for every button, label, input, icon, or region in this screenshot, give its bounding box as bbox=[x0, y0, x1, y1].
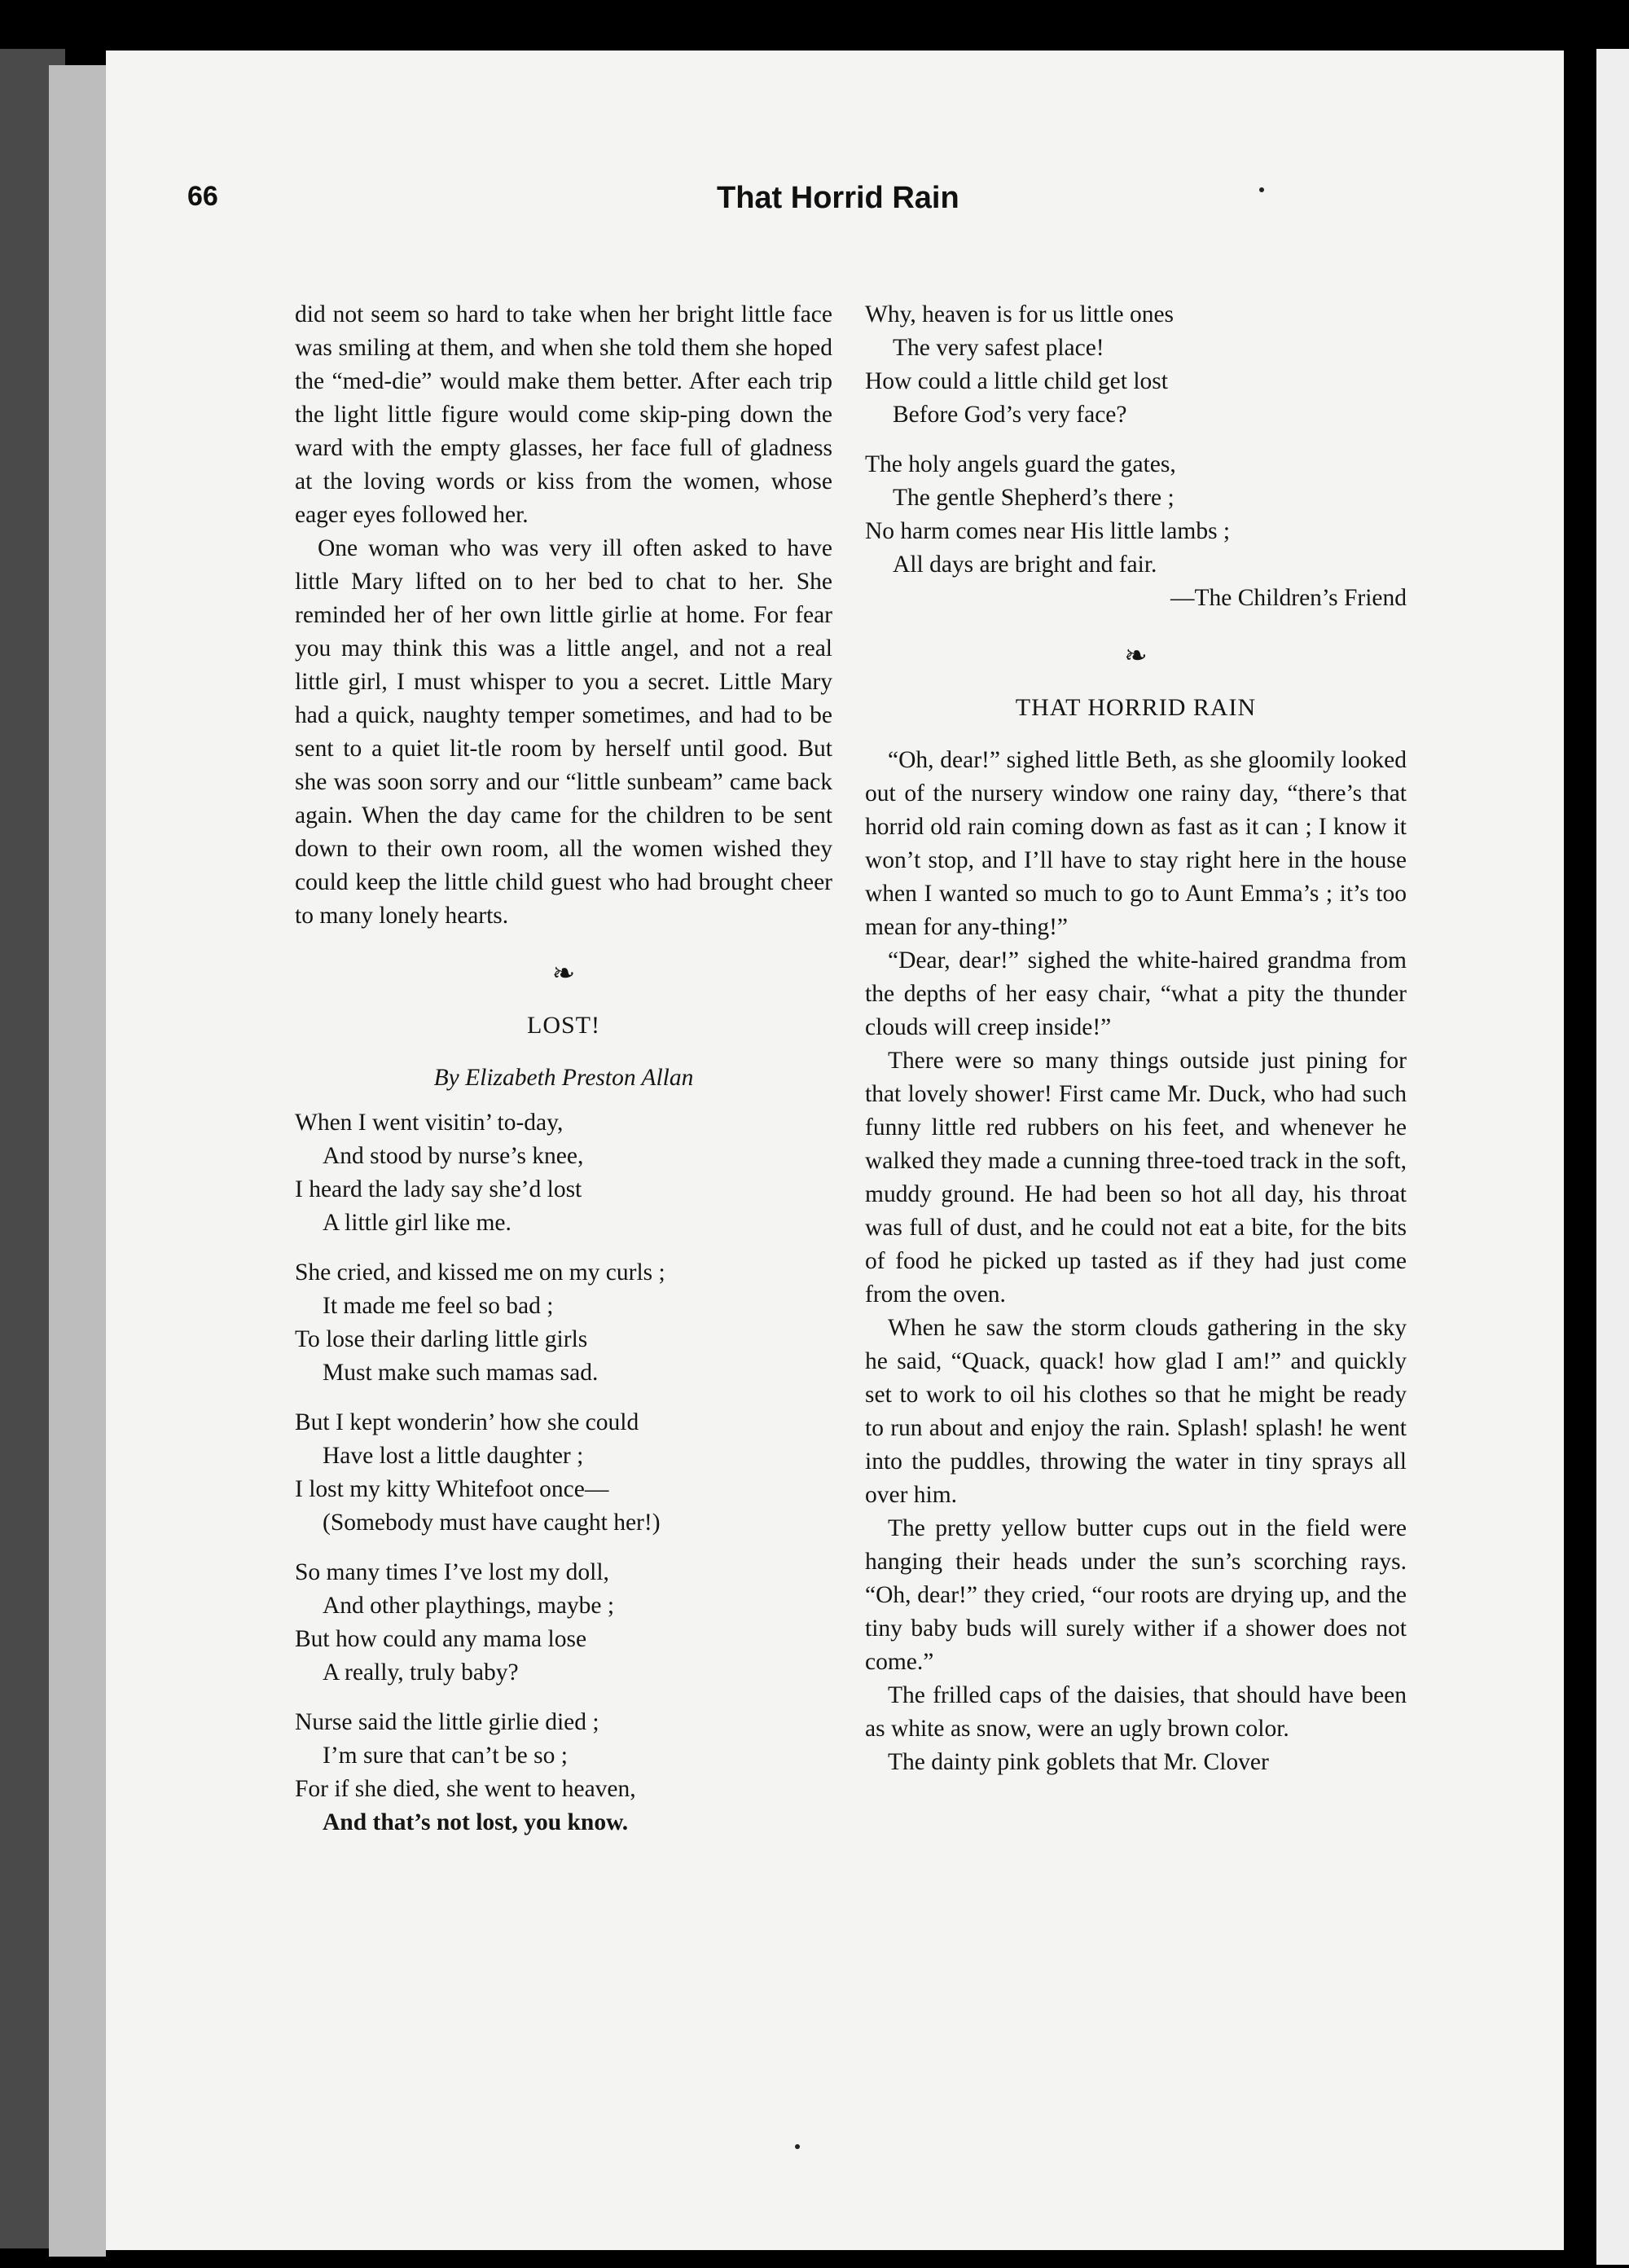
poem-line: And other playthings, maybe ; bbox=[323, 1593, 615, 1619]
poem-line: I’m sure that can’t be so ; bbox=[323, 1743, 568, 1769]
left-column bbox=[295, 298, 832, 1856]
body-paragraph: “Dear, dear!” sighed the white-haired grandma from the depths of her easy chair, “what a pity the thunder clouds will creep inside!” bbox=[865, 947, 1407, 1040]
poem-line: The gentle Shepherd’s there ; bbox=[893, 485, 1175, 511]
poem-title: LOST! bbox=[527, 1012, 600, 1039]
poem-stanza bbox=[295, 1706, 832, 1839]
poem-line: But how could any mama lose bbox=[295, 1626, 587, 1652]
poem-line: She cried, and kissed me on my curls ; bbox=[295, 1259, 665, 1286]
poem-line: Why, heaven is for us little ones bbox=[865, 301, 1175, 327]
poem-line: But I kept wonderin’ how she could bbox=[295, 1409, 639, 1435]
poem-line: (Somebody must have caught her!) bbox=[323, 1510, 661, 1536]
poem-line: For if she died, she went to heaven, bbox=[295, 1776, 636, 1802]
body-paragraph: The frilled caps of the daisies, that should have been as white as snow, were an ugly brown color. bbox=[865, 1682, 1407, 1742]
poem-line: I lost my kitty Whitefoot once— bbox=[295, 1476, 609, 1502]
body-paragraph: The pretty yellow butter cups out in the field were hanging their heads under the sun’s scorching rays. “Oh, dear!” they cried, “our roots are drying up, and the tiny baby buds will surely wither if a shower does not come.” bbox=[865, 1515, 1407, 1675]
story-title: THAT HORRID RAIN bbox=[1015, 694, 1257, 721]
body-paragraph: One woman who was very ill often asked to have little Mary lifted on to her bed to chat to her. She reminded her of her own little girlie at home. For fear you may think this was a little angel, and not a real little girl, I must whisper to you a secret. Little Mary had a quick, naughty temper sometimes, and had to be sent to a quiet lit-tle room by herself until good. But she was soon sorry and our “little sunbeam” came back again. When the day came for the children to be sent down to their own room, all the women wished they could keep the little child guest who had brought cheer to many lonely hearts. bbox=[295, 535, 832, 929]
poem-line: A really, truly baby? bbox=[323, 1659, 519, 1686]
print-speck bbox=[1259, 187, 1264, 192]
body-paragraph: There were so many things outside just pining for that lovely shower! First came Mr. Duck, who had such funny little red rubbers on his feet, and whenever he walked they made a cunning three-toed track in the soft, muddy ground. He had been so hot all day, his throat was full of dust, and he could not eat a bite, for the bits of food he picked up tasted as if they had just come from the oven. bbox=[865, 1048, 1407, 1308]
poem-stanza bbox=[865, 448, 1407, 582]
body-paragraph: “Oh, dear!” sighed little Beth, as she gloomily looked out of the nursery window one rainy day, “there’s that horrid old rain coming down as fast as it can ; I know it won’t stop, and I’ll have to stay right here in the house when I wanted so much to go to Aunt Emma’s ; it’s too mean for any-thing!” bbox=[865, 747, 1407, 940]
print-speck bbox=[795, 2144, 800, 2149]
poem-line: Must make such mamas sad. bbox=[323, 1360, 599, 1386]
page-number: 66 bbox=[187, 181, 218, 212]
body-paragraph: The dainty pink goblets that Mr. Clover bbox=[888, 1749, 1269, 1775]
poem-line: To lose their darling little girls bbox=[295, 1326, 588, 1352]
poem-line: And stood by nurse’s knee, bbox=[323, 1143, 584, 1169]
body-paragraph: When he saw the storm clouds gathering in the sky he said, “Quack, quack! how glad I am!” and quickly set to work to oil his clothes so that he might be ready to run about and enjoy the rain. Splash! splash! he went into the puddles, throwing the water in tiny sprays all over him. bbox=[865, 1315, 1407, 1508]
poem-stanza bbox=[295, 1406, 832, 1540]
poem-line: Nurse said the little girlie died ; bbox=[295, 1709, 599, 1735]
poem-line: Have lost a little daughter ; bbox=[323, 1443, 584, 1469]
poem-line: I heard the lady say she’d lost bbox=[295, 1176, 582, 1202]
book-edge bbox=[49, 65, 106, 2257]
poem-stanza bbox=[295, 1256, 832, 1390]
poem-line: Before God’s very face? bbox=[893, 402, 1127, 428]
facing-page-edge bbox=[1596, 49, 1629, 2265]
page-header bbox=[0, 181, 1629, 230]
poem-line: The very safest place! bbox=[893, 335, 1104, 361]
running-title: That Horrid Rain bbox=[717, 181, 959, 215]
poem-line: How could a little child get lost bbox=[865, 368, 1168, 394]
poem-stanza bbox=[865, 298, 1407, 432]
poem-line: All days are bright and fair. bbox=[893, 552, 1157, 578]
poem-line: When I went visitin’ to-day, bbox=[295, 1110, 564, 1136]
poem-line: It made me feel so bad ; bbox=[323, 1293, 554, 1319]
ornament-icon: ❧ bbox=[551, 959, 576, 989]
poem-stanza bbox=[295, 1106, 832, 1240]
poem-line: No harm comes near His little lambs ; bbox=[865, 518, 1231, 544]
poem-stanza bbox=[295, 1556, 832, 1690]
right-column bbox=[865, 298, 1407, 1779]
body-paragraph: did not seem so hard to take when her bright little face was smiling at them, and when she told them she hoped the “med-die” would make them better. After each trip the light little figure would come skip-ping down the ward with the empty glasses, her face full of gladness at the loving words or kiss from the women, whose eager eyes followed her. bbox=[295, 301, 832, 528]
poem-line: A little girl like me. bbox=[323, 1210, 512, 1236]
poem-line: And that’s not lost, you know. bbox=[323, 1809, 629, 1835]
poem-line: So many times I’ve lost my doll, bbox=[295, 1559, 609, 1585]
poem-byline: By Elizabeth Preston Allan bbox=[433, 1065, 694, 1091]
poem-attribution: —The Children’s Friend bbox=[1170, 585, 1407, 611]
ornament-icon: ❧ bbox=[1124, 641, 1148, 671]
poem-line: The holy angels guard the gates, bbox=[865, 451, 1176, 477]
